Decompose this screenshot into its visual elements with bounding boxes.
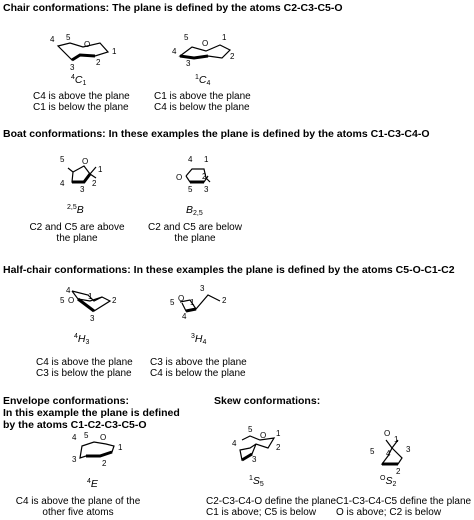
atom-label-o: O [260,431,267,440]
conformation-name-b25: $B_{2,5}$ [186,204,203,217]
halfchair-4h3-structure [60,285,120,325]
atom-label-1: 1 [98,165,103,174]
atom-label-3: 3 [252,455,257,464]
halfchair-heading: Half-chair conformations: In these examples the plane is defined by the atoms C5-O-C1-C2 [3,264,455,276]
conformation-name-4e: $^4$E [87,478,98,490]
skew-1s5-structure [228,424,288,472]
boat-heading: Boat conformations: In these examples the plane is defined by the atoms C1-C3-C4-O [3,128,430,140]
atom-label-1: 1 [88,292,93,301]
atom-label-2: 2 [202,172,207,181]
conformation-name-1c4: $^1C_4$ [195,74,211,87]
atom-label-o: O [176,173,183,182]
atom-label-2: 2 [102,459,107,468]
chair-4c1-description: C4 is above the plane C1 is below the plane [33,91,130,113]
atom-label-1: 1 [276,429,281,438]
atom-label-5: 5 [184,33,189,42]
atom-label-5: 5 [66,33,71,42]
chair-1c4-description: C1 is above the plane C4 is below the plane [154,91,251,113]
conformation-name-1s5: $^1S_5$ [249,475,264,488]
envelope-4e-structure [66,432,126,472]
conformation-name-4h3: $^4H_3$ [74,333,90,346]
atom-label-4: 4 [172,47,177,56]
atom-label-o: O [178,294,185,303]
atom-label-2: 2 [112,296,117,305]
atom-label-3: 3 [90,314,95,323]
atom-label-1: 1 [222,33,227,42]
atom-label-5: 5 [188,185,193,194]
atom-label-5: 5 [370,447,375,456]
atom-label-2: 2 [276,443,281,452]
chair-heading: Chair conformations: The plane is defined by the atoms C2-C3-C5-O [3,2,343,14]
halfchair-3h4-description: C3 is above the plane C4 is below the plane [150,357,247,379]
boat-25b-description: C2 and C5 are above the plane [29,222,125,244]
atom-label-4: 4 [50,35,55,44]
atom-label-5: 5 [248,425,253,434]
atom-label-2: 2 [222,296,227,305]
atom-label-4: 4 [66,286,71,295]
atom-label-5: 5 [84,431,89,440]
atom-label-1: 1 [204,155,209,164]
atom-label-2: 2 [92,179,97,188]
atom-label-5: 5 [60,296,65,305]
conformation-name-25b: $^{2,5}$B [67,204,84,216]
atom-label-4: 4 [232,439,237,448]
atom-label-3: 3 [406,445,411,454]
atom-label-o: O [202,39,209,48]
chair-1c4-structure [172,32,252,72]
conformation-name-3h4: $^3H_4$ [191,333,207,346]
atom-label-o: O [100,433,107,442]
atom-label-5: 5 [170,298,175,307]
chair-4c1-structure [48,30,128,70]
envelope-heading: Envelope conformations: In this example the plane is defined by the atoms C1-C2-C3-C5-O [3,395,180,431]
skew-os2-structure [368,428,428,476]
atom-label-o: O [384,429,391,438]
envelope-4e-description: C4 is above the plane of the other five atoms [15,496,141,518]
skew-heading: Skew conformations: [214,395,321,407]
atom-label-4: 4 [386,449,391,458]
skew-1s5-description: C2-C3-C4-O define the plane C1 is above; C5 is below [206,496,337,518]
atom-label-o: O [68,296,75,305]
atom-label-4: 4 [60,179,65,188]
atom-label-3: 3 [80,185,85,194]
atom-label-3: 3 [72,455,77,464]
atom-label-2: 2 [396,467,401,476]
atom-label-3: 3 [200,284,205,293]
atom-label-3: 3 [70,63,75,72]
atom-label-2: 2 [96,58,101,67]
halfchair-3h4-structure [170,285,230,325]
atom-label-1: 1 [112,47,117,56]
skew-os2-description: C1-C3-C4-C5 define the plane O is above; C2 is below [336,496,472,518]
halfchair-4h3-description: C4 is above the plane C3 is below the plane [36,357,133,379]
atom-label-2: 2 [230,52,235,61]
atom-label-3: 3 [204,185,209,194]
boat-b25-description: C2 and C5 are below the plane [148,222,242,244]
boat-25b-structure [60,152,110,192]
atom-label-5: 5 [60,155,65,164]
atom-label-1: 1 [394,435,399,444]
atom-label-4: 4 [182,312,187,321]
conformation-name-os2: $^OS_2$ [380,475,397,488]
atom-label-o: O [82,157,89,166]
atom-label-1: 1 [190,298,195,307]
atom-label-1: 1 [118,443,123,452]
boat-b25-structure [170,152,220,192]
atom-label-o: O [84,40,91,49]
atom-label-4: 4 [72,433,77,442]
atom-label-3: 3 [186,59,191,68]
atom-label-4: 4 [188,155,193,164]
conformation-name-4c1: $^4C_1$ [71,74,87,87]
